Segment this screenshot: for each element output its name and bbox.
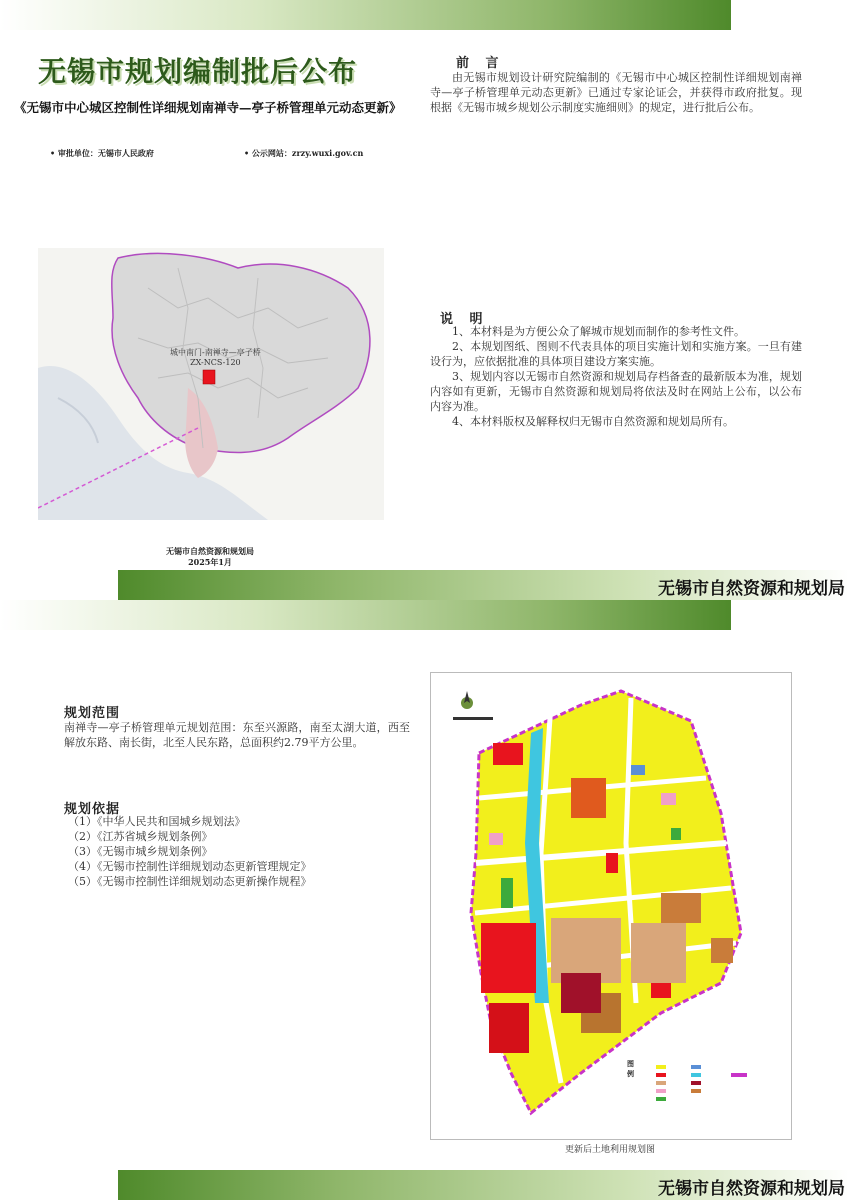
basis-item: （4）《无锡市控制性详细规划动态更新管理规定》 <box>68 860 312 873</box>
notes-list <box>430 324 802 429</box>
location-map <box>38 248 384 520</box>
legend-title: 图 例 <box>627 1059 634 1078</box>
land-use-map-graphic <box>431 673 791 1139</box>
scope-text: 南禅寺—亭子桥管理单元规划范围：东至兴源路，南至太湖大道，西至解放东路、南长街，北至人民东路，总面积约2.79平方公里。 <box>64 721 410 749</box>
approval-unit: • 审批单位：无锡市人民政府 <box>50 148 154 158</box>
note-item: 4、本材料版权及解释权归无锡市自然资源和规划局所有。 <box>452 415 734 428</box>
basis-item: （1）《中华人民共和国城乡规划法》 <box>68 815 246 828</box>
map-unit-label <box>170 348 261 368</box>
map-unit-code: ZX-NCS-120 <box>190 358 241 367</box>
basis-item: （2）《江苏省城乡规划条例》 <box>68 830 213 843</box>
basis-item: （3）《无锡市城乡规划条例》 <box>68 845 213 858</box>
page2-footer-label: 无锡市自然资源和规划局 <box>658 1179 845 1199</box>
page-title: 无锡市规划编制批后公布 <box>38 55 358 88</box>
page1-footer-band <box>118 570 849 600</box>
project-subtitle: 《无锡市中心城区控制性详细规划南禅寺—亭子桥管理单元动态更新》 <box>14 100 402 115</box>
issue-date: 2025年1月 <box>188 557 232 567</box>
note-item: 3、规划内容以无锡市自然资源和规划局存档备查的最新版本为准，规划内容如有更新，无锡市自然资源和规划局将依法及时在网站上公布，以公布内容为准。 <box>430 370 802 413</box>
location-map-graphic <box>38 248 384 520</box>
issuer-block <box>150 546 270 568</box>
website-link[interactable]: • 公示网站：zrzy.wuxi.gov.cn <box>244 148 364 158</box>
preface-text: 由无锡市规划设计研究院编制的《无锡市中心城区控制性详细规划南禅寺—亭子桥管理单元动态更新》已通过专家论证会，并获得市政府批复。现根据《无锡市城乡规划公示制度实施细则》的规定，进行批后公布。 <box>430 71 802 114</box>
map-unit-name: 城中南门-南禅寺—亭子桥 <box>170 348 261 357</box>
issuer-name: 无锡市自然资源和规划局 <box>166 546 254 556</box>
note-item: 1、本材料是为方便公众了解城市规划而制作的参考性文件。 <box>452 325 745 338</box>
page2-top-band <box>0 600 731 630</box>
land-use-map-caption: 更新后土地利用规划图 <box>564 1145 655 1155</box>
scope-title: 规划范围 <box>64 706 121 721</box>
page1-footer-label: 无锡市自然资源和规划局 <box>658 579 845 599</box>
unit-location-marker <box>203 370 215 384</box>
note-item: 2、本规划图纸、图则不代表具体的项目实施计划和实施方案。一旦有建设行为，应依据批准的具体项目建设方案实施。 <box>430 340 802 368</box>
basis-title: 规划依据 <box>64 802 121 817</box>
land-use-map <box>430 672 792 1140</box>
page1-top-band <box>0 0 731 30</box>
page2-footer-band <box>118 1170 849 1200</box>
preface-title: 前 言 <box>456 56 505 71</box>
basis-list <box>68 814 408 889</box>
notes-title: 说 明 <box>440 312 489 327</box>
basis-item: （5）《无锡市控制性详细规划动态更新操作规程》 <box>68 875 312 888</box>
